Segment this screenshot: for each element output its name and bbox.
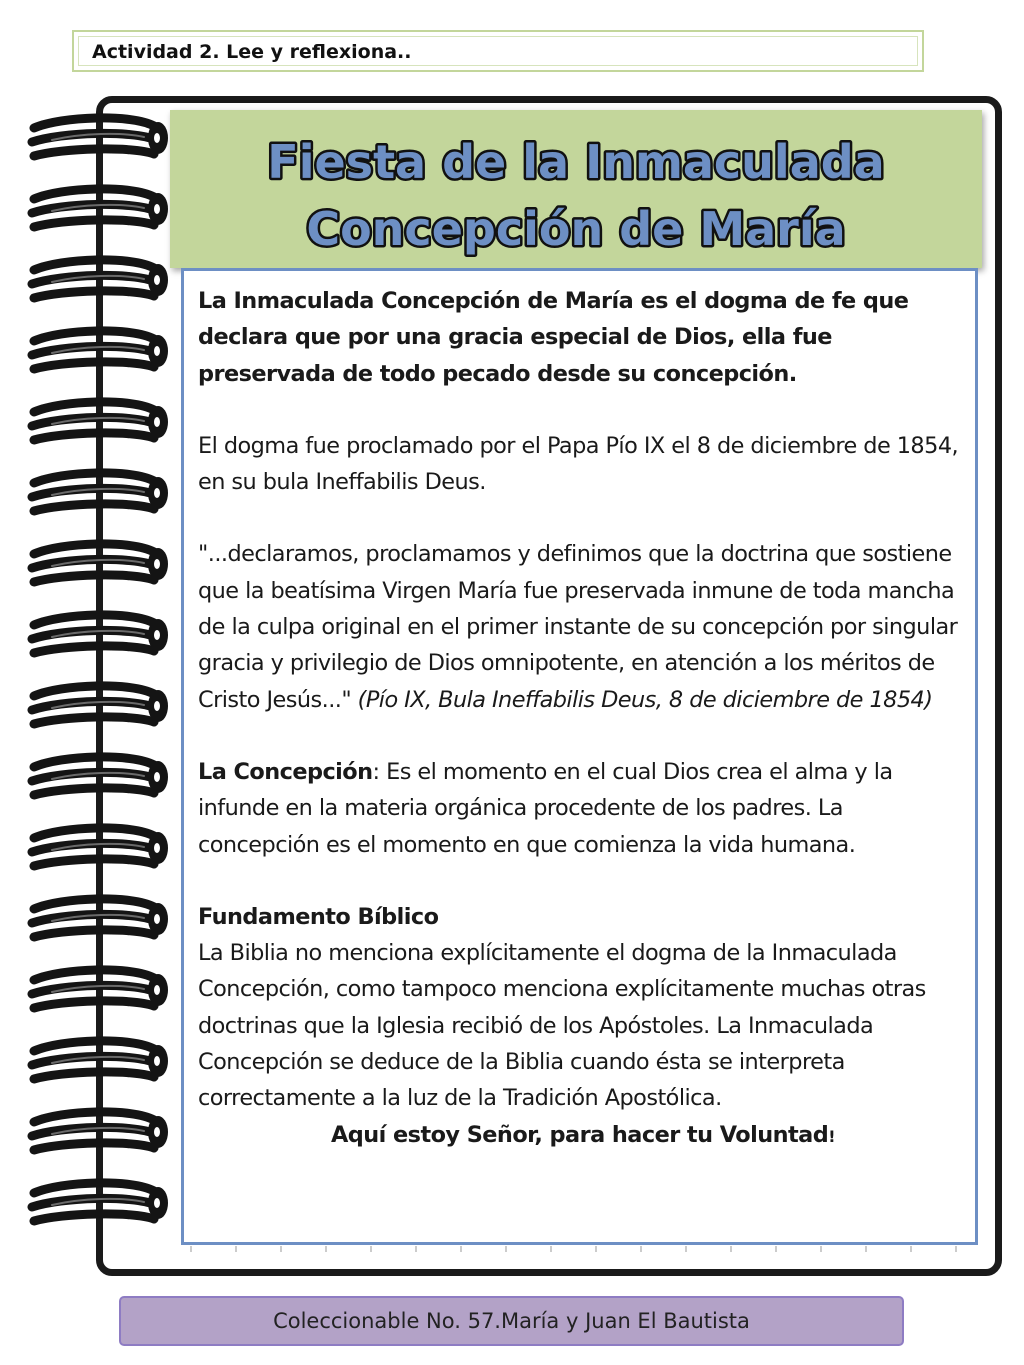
quote-source: (Pío IX, Bula Ineffabilis Deus, 8 de diciembre de 1854) [357,686,933,713]
closing-line [198,1117,968,1155]
title-line-1: Fiesta de la Inmaculada [267,135,885,189]
spiral-ring-icon [32,402,168,440]
concepcion-term: La Concepción [198,758,373,785]
spiral-ring-icon [32,1041,168,1079]
closing-text: Aquí estoy Señor, para hacer tu Voluntad [331,1121,829,1148]
title-graphic [170,110,982,268]
activity-header [72,30,924,72]
spiral-ring-icon [32,1112,168,1150]
intro-paragraph: La Inmaculada Concepción de María es el dogma de fe que declara que por una gracia especial de Dios, ella fue preservada de todo pecado desde su concepción. [198,288,909,387]
proclamation-paragraph: El dogma fue proclamado por el Papa Pío IX el 8 de diciembre de 1854, en su bula Ineffabilis Deus. [198,432,959,496]
spiral-ring-icon [32,899,168,937]
quote-paragraph [198,536,968,717]
spiral-ring-icon [32,118,168,156]
activity-label: Actividad 2. Lee y reflexiona.. [92,41,412,63]
spiral-ring-icon [32,615,168,653]
footer-label: Coleccionable No. 57.María y Juan El Bautista [273,1309,750,1333]
biblical-paragraph: La Biblia no menciona explícitamente el dogma de la Inmaculada Concepción, como tampoco menciona explícitamente muchas otras doctrinas que la Iglesia recibió de los Apóstoles. La Inmaculada Concepción se deduce de la Biblia cuando ésta se interpreta correctamente a la luz de la Tradición Apostólica. [198,940,926,1112]
content-box [181,268,978,1245]
concepcion-definition: : Es el momento en el cual Dios crea el alma y la infunde en la materia orgánica procedente de los padres. La concepción es el momento en que comienza la vida humana. [198,758,893,858]
footer-banner [119,1296,904,1346]
quote-text: "...declaramos, proclamamos y definimos que la doctrina que sostiene que la beatísima Virgen María fue preservada inmune de toda mancha de la culpa original en el primer instante de su concepción por singular gracia y privilegio de Dios omnipotente, en atención a los méritos de Cristo Jesús..." [198,541,958,713]
spiral-ring-icon [32,189,168,227]
spiral-ring-icon [32,473,168,511]
closing-mark: ! [828,1126,835,1146]
spiral-ring-icon [32,260,168,298]
spiral-ring-icon [32,970,168,1008]
spiral-ring-icon [32,1183,168,1221]
spiral-ring-icon [32,757,168,795]
title-banner [170,110,982,268]
title-line-2: Concepción de María [306,202,846,256]
spiral-ring-icon [32,686,168,724]
biblical-heading: Fundamento Bíblico [198,903,439,930]
concepcion-paragraph [198,754,968,863]
ruler-ticks [181,1246,978,1254]
spiral-binding-icon [22,100,172,1280]
spiral-ring-icon [32,544,168,582]
spiral-ring-icon [32,331,168,369]
spiral-ring-icon [32,828,168,866]
content-text [198,283,968,1155]
